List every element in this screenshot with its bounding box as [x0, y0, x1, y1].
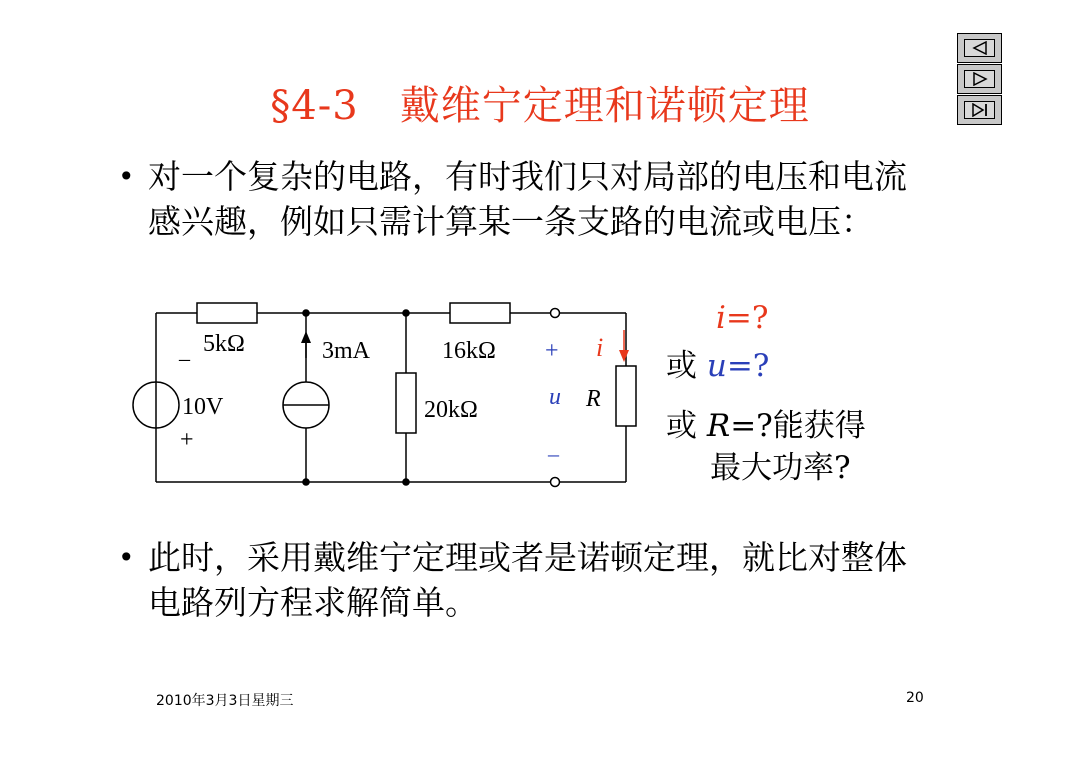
- triangle-left-icon: [972, 41, 988, 55]
- bullet-2-text: 此时，采用戴维宁定理或者是诺顿定理，就比对整体电路列方程求解简单。: [148, 538, 907, 622]
- i-rest: =?: [725, 300, 769, 336]
- current-arrow: [301, 331, 311, 343]
- junction-dot: [402, 309, 410, 317]
- i-var: i: [716, 300, 726, 336]
- or-text: 或: [666, 408, 697, 444]
- r1-label: 5kΩ: [203, 331, 245, 357]
- resistor-R: [616, 366, 636, 426]
- u-var: u: [706, 348, 727, 384]
- max-power-text: 最大功率?: [710, 450, 851, 486]
- r2-label: 20kΩ: [424, 397, 478, 423]
- triangle-right-icon: [972, 72, 988, 86]
- R-question: [666, 400, 866, 445]
- bullet-1-text: 对一个复杂的电路，有时我们只对局部的电压和电流感兴趣，例如只需计算某一条支路的电流或电压：: [148, 157, 907, 241]
- u-rest: =?: [726, 348, 770, 384]
- terminal-bottom: [551, 478, 560, 487]
- vs-plus: +: [180, 427, 194, 453]
- resistor-5k: [197, 303, 257, 323]
- bullet-dot: •: [118, 541, 135, 574]
- page-number: 20: [906, 690, 924, 706]
- footer-date: 2010年3月3日星期三: [156, 693, 294, 709]
- u-plus: +: [545, 338, 559, 364]
- u-label: u: [549, 384, 561, 410]
- r3-label: 16kΩ: [442, 338, 496, 364]
- u-question: [666, 340, 769, 385]
- R-rest: =?能获得: [730, 408, 866, 444]
- junction-dot: [302, 478, 310, 486]
- u-minus: –: [548, 441, 559, 466]
- terminal-top: [551, 309, 560, 318]
- slide-title: §4-3 戴维宁定理和诺顿定理: [270, 83, 810, 129]
- R-var: R: [706, 408, 731, 444]
- i-arrow: [619, 350, 629, 362]
- resistor-16k: [450, 303, 510, 323]
- vs-label: 10V: [182, 394, 224, 420]
- i-question: [716, 300, 769, 336]
- junction-dot: [402, 478, 410, 486]
- junction-dot: [302, 309, 310, 317]
- skip-end-icon: [971, 103, 989, 117]
- bullet-dot: •: [118, 160, 135, 193]
- R-label: R: [586, 386, 601, 412]
- resistor-20k: [396, 373, 416, 433]
- vs-minus: _: [179, 338, 190, 363]
- i-label: i: [596, 333, 604, 362]
- or-text: 或: [666, 348, 697, 384]
- is-label: 3mA: [322, 338, 370, 364]
